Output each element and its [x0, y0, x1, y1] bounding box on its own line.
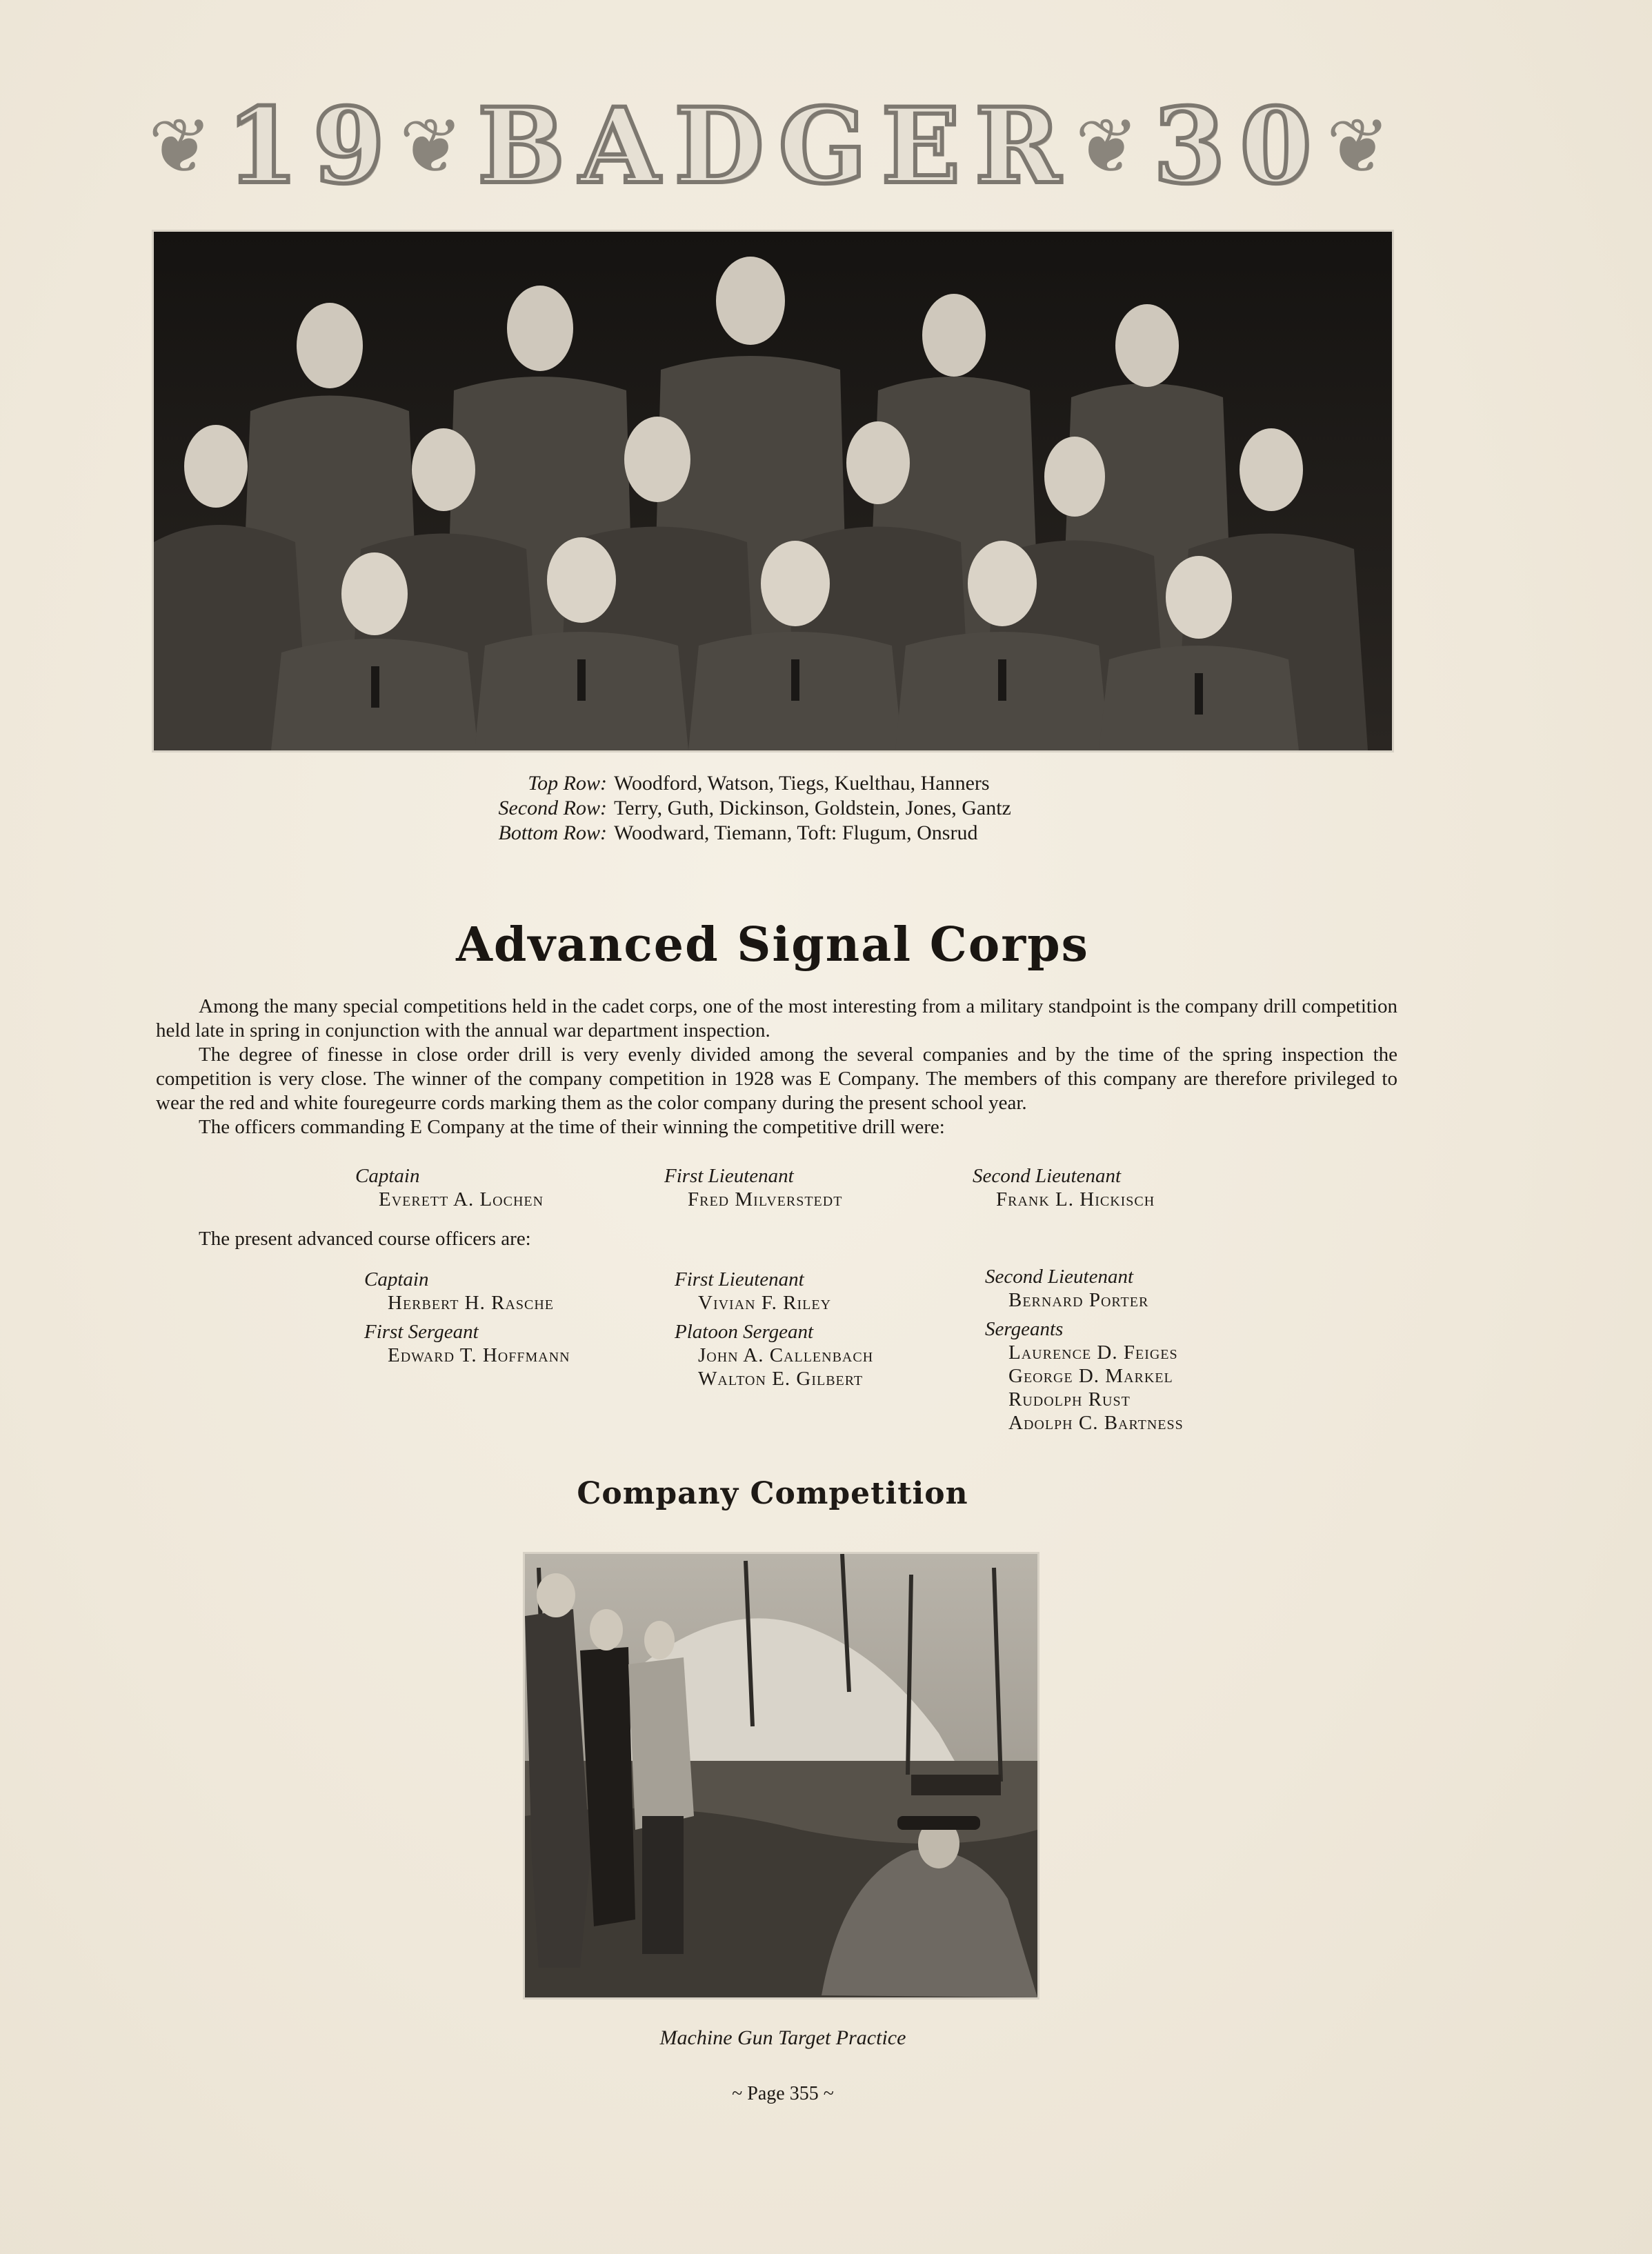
officer-block: [664, 1164, 842, 1211]
officer-block: [973, 1164, 1155, 1211]
section-subtitle: Company Competition: [577, 1476, 968, 1511]
officer-role: Platoon Sergeant: [675, 1321, 814, 1343]
masthead-letter: 9: [312, 86, 385, 207]
officer-block: [364, 1268, 570, 1367]
masthead-letter: E: [881, 86, 961, 207]
ornament-icon: ❦: [1075, 102, 1139, 190]
machine-gun-photo-image: [525, 1554, 1037, 1997]
officer-name: Frank L. Hickisch: [996, 1188, 1155, 1210]
row-names: Terry, Guth, Dickinson, Goldstein, Jones, Gantz: [614, 797, 1011, 819]
masthead-letter: R: [975, 86, 1061, 207]
officer-role: Sergeants: [985, 1318, 1064, 1340]
caption-row: [0, 796, 1545, 821]
paragraph: The officers commanding E Company at the time of their winning the competitive drill were:: [199, 1116, 945, 1138]
officer-role: Captain: [355, 1165, 420, 1187]
officer-block: [355, 1164, 544, 1211]
section-title: Advanced Signal Corps: [456, 917, 1089, 973]
masthead-letter: 3: [1153, 86, 1226, 207]
masthead-letter: A: [579, 86, 660, 207]
officer-name: Adolph C. Bartness: [1008, 1412, 1184, 1434]
group-photo: [152, 230, 1394, 752]
officer-name: John A. Callenbach: [698, 1344, 874, 1366]
officer-role: First Lieutenant: [675, 1268, 804, 1290]
caption-row: [0, 771, 1545, 796]
body-text: [156, 995, 1397, 1139]
officer-role: Captain: [364, 1268, 429, 1290]
row-names: Woodford, Watson, Tiegs, Kuelthau, Hanners: [614, 772, 990, 795]
caption-row: [0, 821, 1545, 846]
masthead-letter: B: [477, 86, 566, 207]
officer-role: Second Lieutenant: [985, 1266, 1134, 1288]
officer-name: Laurence D. Feiges: [1008, 1342, 1178, 1364]
officer-name: Walton E. Gilbert: [698, 1368, 864, 1390]
officer-role: First Sergeant: [364, 1321, 479, 1343]
row-label: Bottom Row:: [498, 821, 607, 844]
row-names: Woodward, Tiemann, Toft: Flugum, Onsrud: [614, 821, 978, 844]
officer-name: Edward T. Hoffmann: [388, 1344, 570, 1366]
masthead-letter: 0: [1240, 86, 1312, 207]
officer-name: Bernard Porter: [1008, 1289, 1149, 1311]
officer-role: Second Lieutenant: [973, 1165, 1122, 1187]
machine-gun-caption: Machine Gun Target Practice: [659, 2026, 906, 2049]
paragraph: The degree of finesse in close order drill is very evenly divided among the several companies and by the time of the spring inspection the competition is very close. The winner of the company competition in 1928 was E Company. The members of this company are therefore privileged to wear the red and white fouregeurre cords marking them as the color company during the present school year.: [156, 1044, 1397, 1114]
masthead: [148, 86, 1390, 207]
masthead-letter: 1: [226, 86, 299, 207]
masthead-letter: D: [674, 86, 764, 207]
row-label: Top Row:: [528, 772, 607, 795]
group-photo-caption: [0, 771, 1545, 846]
officer-name: George D. Markel: [1008, 1365, 1173, 1387]
officer-name: Everett A. Lochen: [379, 1188, 544, 1210]
masthead-letter: G: [778, 86, 867, 207]
ornament-icon: ❦: [1326, 102, 1390, 190]
officer-block: [675, 1268, 873, 1390]
paragraph: Among the many special competitions held in the cadet corps, one of the most interesting from a military standpoint is the company drill competition held late in spring in conjunction with the annual war department inspection.: [156, 995, 1397, 1041]
officer-role: First Lieutenant: [664, 1165, 794, 1187]
row-label: Second Row:: [498, 797, 607, 819]
officer-name: Herbert H. Rasche: [388, 1292, 555, 1314]
officer-name: Fred Milverstedt: [688, 1188, 843, 1210]
ornament-icon: ❦: [148, 102, 212, 190]
officer-name: Vivian F. Riley: [698, 1292, 832, 1314]
group-photo-image: [154, 232, 1392, 750]
present-officers-label: The present advanced course officers are:: [199, 1228, 531, 1250]
officer-block: [985, 1265, 1184, 1435]
officer-name: Rudolph Rust: [1008, 1388, 1131, 1410]
page-number: ~ Page 355 ~: [732, 2083, 834, 2104]
machine-gun-photo: [523, 1552, 1039, 1999]
ornament-icon: ❦: [399, 102, 464, 190]
